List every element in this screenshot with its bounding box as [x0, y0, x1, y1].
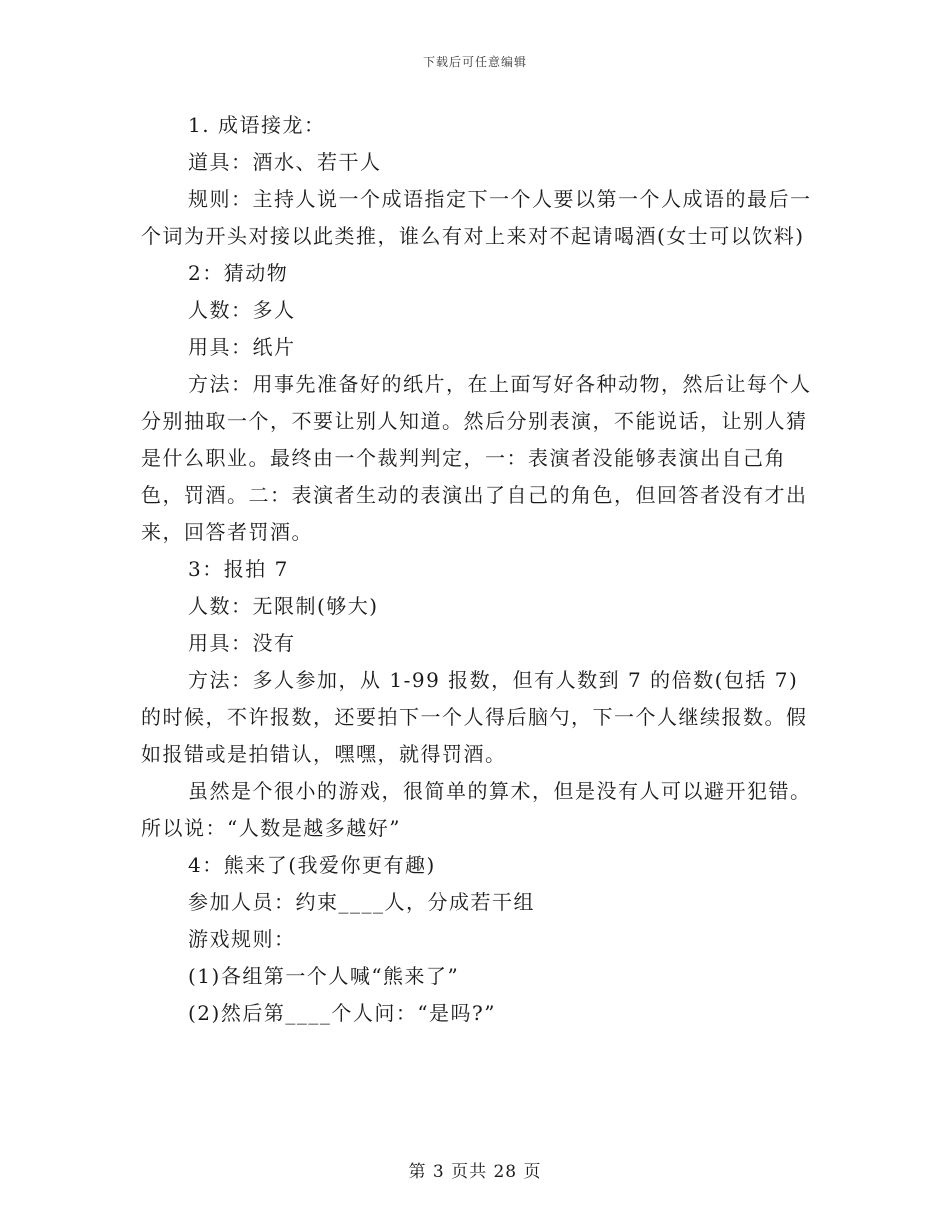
header-note: 下载后可任意编辑 [422, 55, 527, 69]
paragraph: 1. 成语接龙： [188, 113, 326, 137]
paragraph: 人数：无限制(够大) [188, 594, 379, 618]
paragraph: (1)各组第一个人喊“熊来了” [188, 964, 460, 988]
paragraph: 用具：没有 [188, 631, 296, 655]
paragraph: 用具：纸片 [188, 335, 296, 359]
paragraph: (2)然后第____个人问：“是吗?” [188, 1001, 497, 1025]
paragraph: 2：猜动物 [188, 261, 289, 285]
page-number: 第 3 页共 28 页 [408, 1162, 542, 1182]
paragraph: 方法：用事先准备好的纸片，在上面写好各种动物，然后让每个人分别抽取一个，不要让别人知道。然后分别表演，不能说话，让别人猜是什么职业。最终由一个裁判判定，一：表演者没能够表演出自己角色，罚酒。二：表演者生动的表演出了自己的角色，但回答者没有才出来，回答者罚酒。 [141, 372, 812, 544]
paragraph: 人数：多人 [188, 298, 296, 322]
paragraph: 方法：多人参加，从 1-99 报数，但有人数到 7 的倍数(包括 7)的时候，不许报数，还要拍下一个人得后脑勺，下一个人继续报数。假如报错或是拍错认，嘿嘿，就得罚酒。 [141, 668, 808, 766]
paragraph: 3：报拍 7 [188, 557, 289, 581]
paragraph: 4：熊来了(我爱你更有趣) [188, 853, 436, 877]
paragraph: 游戏规则： [188, 927, 296, 951]
paragraph: 参加人员：约束____人，分成若干组 [188, 890, 535, 914]
paragraph: 虽然是个很小的游戏，很简单的算术，但是没有人可以避开犯错。所以说：“人数是越多越好” [141, 779, 812, 840]
document-body [141, 107, 813, 1032]
paragraph: 道具：酒水、若干人 [188, 150, 382, 174]
paragraph: 规则：主持人说一个成语指定下一个人要以第一个人成语的最后一个词为开头对接以此类推，谁么有对上来对不起请喝酒(女士可以饮料) [141, 187, 812, 248]
